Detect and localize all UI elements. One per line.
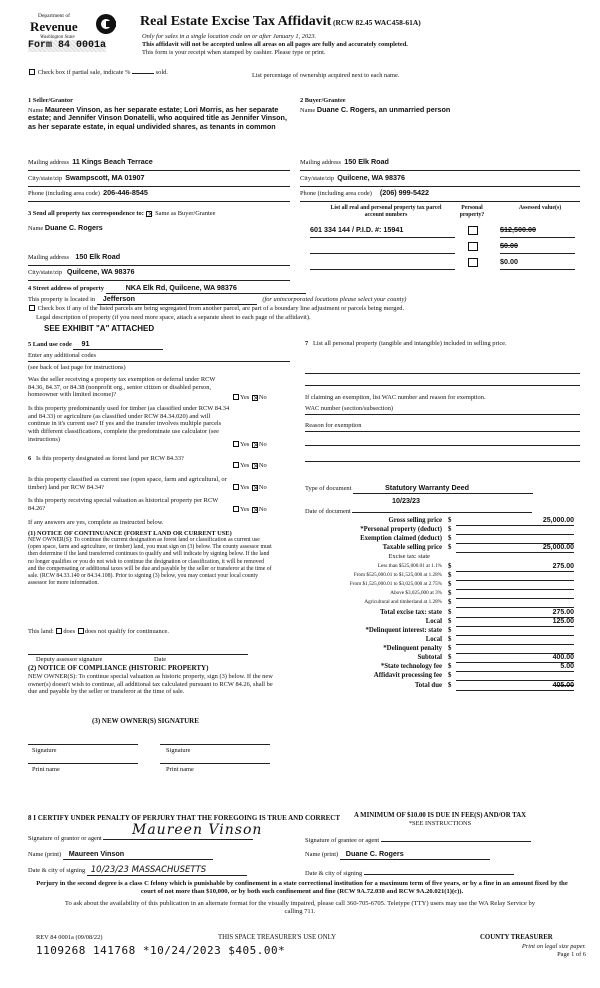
section5-additional: Enter any additional codes [28, 352, 290, 362]
section4-county: This property is located in Jefferson (for unincorporated locations please select your county) [28, 294, 407, 303]
new-owner-signature-label: (3) NEW OWNER(S) SIGNATURE [92, 717, 199, 725]
buyer-heading: 2 Buyer/Grantee [300, 97, 346, 104]
grantor-signature[interactable]: Maureen Vinson [132, 822, 263, 838]
section7-line-2[interactable] [305, 380, 580, 386]
doc-date-value[interactable]: 10/23/23 [392, 496, 420, 505]
parcel-row-2-personal-checkbox[interactable] [468, 242, 478, 251]
tax-row [300, 572, 580, 581]
does-not-checkbox[interactable] [78, 628, 84, 634]
tax-row-value[interactable] [456, 590, 574, 599]
grantee-date-row: Date & city of signing [305, 865, 580, 878]
tax-row-label: Exemption claimed (deduct) [360, 535, 442, 542]
parcel-col-assessed: Assessed value(s) [518, 205, 562, 211]
tax-row-label: Above $3,025,000 at 3% [390, 590, 442, 596]
seller-mailing: Mailing address 11 Kings Beach Terrace [28, 158, 290, 171]
tax-row [300, 563, 580, 572]
parcel-row-1: 601 334 144 / P.I.D. #: 15941 [310, 226, 455, 238]
seller-heading: 1 Seller/Grantor [28, 97, 73, 104]
tax-row-label: Total due [414, 682, 442, 689]
section6-q1: 6 Is this property designated as forest land per RCW 84.33? [28, 455, 184, 462]
footer-treasurer-use: THIS SPACE TREASURER'S USE ONLY [218, 934, 337, 941]
doc-date-row: Date of document [305, 508, 580, 516]
section5-see-back: (see back of last page for instructions) [28, 364, 126, 371]
tax-row-value[interactable] [456, 599, 574, 608]
section4-exhibit[interactable]: SEE EXHIBIT "A" ATTACHED [44, 324, 155, 333]
buyer-phone: Phone (including area code) (206) 999-5422 [300, 189, 580, 202]
tax-row [300, 526, 580, 535]
notice2-body: NEW OWNER(S): To continue special valuation as historic property, sign (3) below. If the new owner(s) doesn't wish to continue, all additional tax calculated pursuant to RCW 84.26, shall be due and payable by the seller or transferor at the time of sale. [28, 673, 273, 696]
buyer-city: City/state/zip Quilcene, WA 98376 [300, 174, 580, 187]
seller-name-value[interactable]: Maureen Vinson, as her separate estate; Lori Morris, as her separate estate; and Jennifer Vinson Donatelli, who acquired title as Jennifer Vinson, as her separate estate, in equal undivided shares, as tenants in common [28, 104, 287, 132]
tax-row-value[interactable]: 275.00 [456, 563, 574, 572]
tax-row-label: Gross selling price [388, 517, 442, 524]
dollar-sign: $ [448, 590, 452, 597]
parcel-col-personal: Personal property? [459, 205, 485, 218]
tax-row-value[interactable]: 275.00 [456, 609, 574, 618]
section4-street: 4 Street address of property NKA Elk Rd, Quilcene, WA 98376 [28, 284, 578, 294]
minimum-fee-note: A MINIMUM OF $10.00 IS DUE IN FEE(S) AND/OR TAX [353, 812, 527, 819]
section7-exemption: If claiming an exemption, list WAC number and reason for exemption. [305, 394, 486, 401]
s6-q2-no-checkbox[interactable] [252, 485, 258, 491]
see-instructions: *SEE INSTRUCTIONS [408, 820, 472, 827]
tax-table [300, 517, 580, 831]
section6-q3-answer: Yes × No [232, 506, 267, 514]
tax-row-label: Affidavit processing fee [373, 672, 442, 679]
section3-name: Name Duane C. Rogers [28, 223, 103, 232]
seller-city: City/state/zip Swampscott, MA 01907 [28, 174, 290, 187]
footer-legal-size: Print on legal size paper. [521, 943, 586, 950]
header-line-2: This affidavit will not be accepted unless all areas on all pages are fully and accurately completed. [142, 41, 408, 48]
new-owner-print-1-label: Print name [32, 766, 60, 773]
ownership-note: List percentage of ownership acquired next to each name. [252, 72, 400, 79]
dollar-sign: $ [448, 682, 452, 689]
tax-row [300, 599, 580, 608]
title-citation: (RCW 82.45 WAC458-61A) [332, 18, 421, 27]
form-number: Form 84 0001a [28, 40, 107, 51]
tax-row-label: *State technology fee [380, 663, 442, 670]
parcel-row-1-value: $12,500.00 [500, 226, 575, 238]
section4-legal: Legal description of property (if you need more space, attach a separate sheet to each page of the affidavit). [36, 314, 311, 321]
tax-row-label: From $525,000.01 to $1,525,000 at 1.28% [353, 572, 442, 578]
tax-row-label: Local [425, 618, 442, 625]
section3-mailing: Mailing address 150 Elk Road [28, 253, 290, 266]
section6-q3: Is this property receiving special valuation as historical property per RCW 84.26? [28, 497, 219, 512]
tax-row-value[interactable]: 125.00 [456, 618, 574, 627]
segregate-checkbox[interactable] [29, 305, 35, 311]
tax-row-value[interactable] [456, 572, 574, 581]
tax-row [300, 544, 580, 553]
dollar-sign: $ [448, 645, 452, 652]
s6-q1-yes-checkbox[interactable] [233, 462, 239, 468]
tax-row-value[interactable] [456, 645, 574, 654]
section7-line-3[interactable] [305, 440, 580, 446]
q2-no-checkbox[interactable] [252, 442, 258, 448]
tax-row-label: Local [425, 636, 442, 643]
dollar-sign: $ [448, 535, 452, 542]
tax-row-label: Excise tax: state [388, 553, 430, 560]
new-owner-print-1[interactable] [28, 754, 138, 764]
tax-row-label: Less than $525,000.01 at 1.1% [377, 563, 442, 569]
section6-if-any: If any answers are yes, complete as instructed below. [28, 519, 164, 526]
logo-main-text: Revenue [30, 19, 78, 34]
tax-row-value[interactable] [456, 526, 574, 535]
partial-sale-checkbox[interactable] [29, 69, 35, 75]
deputy-sig-line: Deputy assessor signature Date [28, 654, 248, 664]
parcel-col-numbers: List all real and personal property tax parcel account numbers [330, 205, 442, 218]
grantor-date-row: Date & city of signing 10/23/23 MASSACHUSETTS [28, 865, 293, 876]
notice1-body: NEW OWNER(S): To continue the current designation as forest land or classification as current use (open space, farm and agriculture, or timber) land, you must sign on (3) below. The county assessor must then determine if the land transferred continues to qualify and will indicate by signing below. If the land no longer qualifies or you do not wish to continue the designation or classification, it will be removed and the compensating or additional taxes will be due and payable by the seller or transferor at the time of sale. (RCW 84.33.140 or 84.34.108). Prior to signing (3) below, you may contact your local county assessor for more information. [28, 537, 272, 587]
tax-row [300, 590, 580, 599]
tax-row-label: Subtotal [417, 654, 442, 661]
dollar-sign: $ [448, 572, 452, 579]
new-owner-print-2-label: Print name [166, 766, 194, 773]
parcel-row-1-personal-checkbox[interactable] [468, 226, 478, 235]
section5-q2-answer: Yes × No [232, 441, 267, 449]
new-owner-sig-2[interactable] [160, 733, 270, 745]
dollar-sign: $ [448, 526, 452, 533]
parcel-row-3 [310, 258, 455, 270]
tax-row-value[interactable]: 5.00 [456, 663, 574, 672]
notice2-title: (2) NOTICE OF COMPLIANCE (HISTORIC PROPERTY) [28, 664, 209, 672]
section6-q2: Is this property classified as current use (open space, farm and agricultural, or timber) land per RCW 84.34? [28, 476, 227, 491]
tax-row-value[interactable] [456, 581, 574, 590]
q1-no-checkbox[interactable] [252, 395, 258, 401]
tax-row-value[interactable] [456, 535, 574, 544]
section3-heading: 3 Send all property tax correspondence to: × Same as Buyer/Grantee [28, 210, 215, 218]
page-title [140, 14, 421, 31]
header-line-3: This form is your receipt when stamped by cashier. Please type or print. [142, 49, 326, 56]
s6-q1-no-checkbox[interactable] [252, 463, 258, 469]
doc-type-row: Type of document Statutory Warranty Deed [305, 484, 580, 494]
logo-swirl-icon [96, 14, 116, 34]
tax-row-value[interactable]: 405.00 [456, 682, 574, 691]
new-owner-sig-2-label: Signature [166, 747, 191, 754]
s6-q3-no-checkbox[interactable] [252, 507, 258, 513]
dollar-sign: $ [448, 581, 452, 588]
dollar-sign: $ [448, 618, 452, 625]
section6-q2-answer: Yes × No [232, 484, 267, 492]
seller-name: Name Maureen Vinson, as her separate estate; Lori Morris, as her separate estate; and Jennifer Vinson Donatelli, who acquired title as Jennifer Vinson, as her separate estate, in equal undivided shares, as tenants in common [28, 104, 287, 132]
dollar-sign: $ [448, 663, 452, 670]
tax-row-value[interactable] [456, 672, 574, 681]
section5-q1: Was the seller receiving a property tax exemption or deferral under RCW 84.36, 84.37, or 84.38 (nonprofit org., senior citizen or disabled person, homeowner with limited income)? [28, 376, 216, 399]
tax-row-label: *Delinquent penalty [383, 645, 442, 652]
q2-yes-checkbox[interactable] [233, 441, 239, 447]
section5-landuse: 5 Land use code 91 [28, 340, 290, 350]
tax-row-value[interactable]: 400.00 [456, 654, 574, 663]
new-owner-print-2[interactable] [160, 754, 270, 764]
title-text: Real Estate Excise Tax Affidavit [140, 14, 332, 29]
buyer-name-value[interactable]: Duane C. Rogers, an unmarried person [316, 104, 451, 114]
section5-q2: Is this property predominantly used for timber (as classified under RCW 84.34 and 84.33) or agriculture (as classified under RCW 84.34.020) and will continue in it's current use? If yes and the transfer involves multiple parcels with different classifications, complete the predominate use calculator (see instructions) [28, 405, 230, 443]
new-owner-sig-1[interactable] [28, 733, 138, 745]
tax-row [300, 627, 580, 636]
tax-row [300, 636, 580, 645]
buyer-section [300, 97, 580, 114]
dollar-sign: $ [448, 563, 452, 570]
section7-line-1[interactable] [305, 368, 580, 374]
does-checkbox[interactable] [56, 628, 62, 634]
section8-heading: 8 I CERTIFY UNDER PENALTY OF PERJURY THAT THE FOREGOING IS TRUE AND CORRECT [28, 814, 341, 822]
dollar-sign: $ [448, 654, 452, 661]
section7-wac[interactable]: WAC number (section/subsection) [305, 405, 580, 415]
s6-q2-yes-checkbox[interactable] [233, 484, 239, 490]
seller-section [28, 97, 290, 132]
logo-sub-text: Washington State [40, 35, 75, 40]
dollar-sign: $ [448, 599, 452, 606]
tax-row [300, 535, 580, 544]
grantee-name-row: Name (print) Duane C. Rogers [305, 850, 580, 860]
footer-county: COUNTY TREASURER [480, 934, 553, 941]
tax-row [300, 672, 580, 681]
footer-rev: REV 84 0001a (09/08/22) [36, 934, 103, 941]
grantor-sig-row: Signature of grantor or agent [28, 830, 293, 843]
buyer-mailing: Mailing address 150 Elk Road [300, 158, 580, 171]
same-as-buyer-checkbox[interactable] [146, 211, 152, 217]
new-owner-sig-1-label: Signature [32, 747, 57, 754]
perjury-notice: Perjury in the second degree is a class C felony which is punishable by confinement in a state correctional institution for a maximum term of five years, or by a fine in an amount fixed by the court of not more than $10,000, or by both such confinement and fine (RCW 9A.72.030 and RCW 9A.20.021(1)(c)). [36, 880, 568, 895]
section6-q1-answer: Yes × No [232, 462, 267, 470]
parcel-row-3-value: $0.00 [500, 258, 575, 270]
buyer-name: Name Duane C. Rogers, an unmarried person [300, 104, 451, 114]
grantor-name-row: Name (print) Maureen Vinson [28, 850, 293, 860]
logo-top-text: Department of [38, 13, 70, 19]
section5-q1-answer: Yes × No [232, 394, 267, 402]
dollar-sign: $ [448, 627, 452, 634]
tax-row-value[interactable] [456, 636, 574, 645]
s6-q3-yes-checkbox[interactable] [233, 506, 239, 512]
tax-row [300, 581, 580, 590]
dollar-sign: $ [448, 517, 452, 524]
tax-row [300, 645, 580, 654]
tax-row-label: *Personal property (deduct) [360, 526, 442, 533]
parcel-row-2-value: $0.00 [500, 242, 575, 254]
dollar-sign: $ [448, 636, 452, 643]
tax-row-value[interactable]: 25,000.00 [456, 517, 574, 526]
tax-row-label: Total excise tax: state [380, 609, 442, 616]
tax-row-label: From $1,525,000.01 to $3,025,000 at 2.75% [349, 581, 442, 587]
tax-row-label: *Delinquent interest: state [365, 627, 442, 634]
tax-row [300, 609, 580, 618]
dollar-sign: $ [448, 672, 452, 679]
section7-reason[interactable]: Reason for exemption [305, 422, 580, 432]
treasurer-stamp: 1109268 141768 *10/24/2023 $405.00* [36, 944, 286, 957]
section7-line-4[interactable] [305, 456, 580, 462]
q1-yes-checkbox[interactable] [233, 394, 239, 400]
tax-row-label: Agricultural and timberland at 1.28% [364, 599, 442, 605]
tax-row-value[interactable] [456, 627, 574, 636]
section3-city: City/state/zip Quilcene, WA 98376 [28, 268, 290, 281]
section7-heading: 7 List all personal property (tangible and intangible) included in selling price. [305, 340, 507, 347]
header-line-1: Only for sales in a single location code on or after January 1, 2023. [142, 33, 317, 40]
parcel-row-2 [310, 242, 455, 254]
dollar-sign: $ [448, 544, 452, 551]
parcel-row-3-personal-checkbox[interactable] [468, 258, 478, 267]
tax-row [300, 663, 580, 672]
this-land-row: This land: does does not qualify for continuance. [28, 628, 169, 635]
dollar-sign: $ [448, 609, 452, 616]
tax-row [300, 682, 580, 691]
section4-segregate: Check box if any of the listed parcels are being segregated from another parcel, are part of a boundary line adjustment or parcels being merged. [28, 305, 588, 313]
tax-row-value[interactable]: 25,000.00 [456, 544, 574, 553]
notice1-title: (1) NOTICE OF CONTINUANCE (FOREST LAND OR CURRENT USE) [28, 530, 232, 537]
grantee-sig-row: Signature of grantee or agent [305, 832, 580, 845]
alt-format-notice: To ask about the availability of this publication in an alternate format for the visually impaired, please call 360-705-6705. Teletype (TTY) users may use the WA Relay Service by calling 711. [64, 900, 536, 915]
tax-row [300, 618, 580, 627]
seller-phone: Phone (including area code) 206-446-8545 [28, 189, 290, 202]
tax-row [300, 654, 580, 663]
tax-row [300, 517, 580, 526]
footer-page: Page 1 of 6 [557, 951, 586, 958]
tax-row [300, 553, 580, 562]
tax-row-label: Taxable selling price [382, 544, 442, 551]
partial-sale-row: Check box if partial sale, indicate % sold. [28, 69, 168, 77]
